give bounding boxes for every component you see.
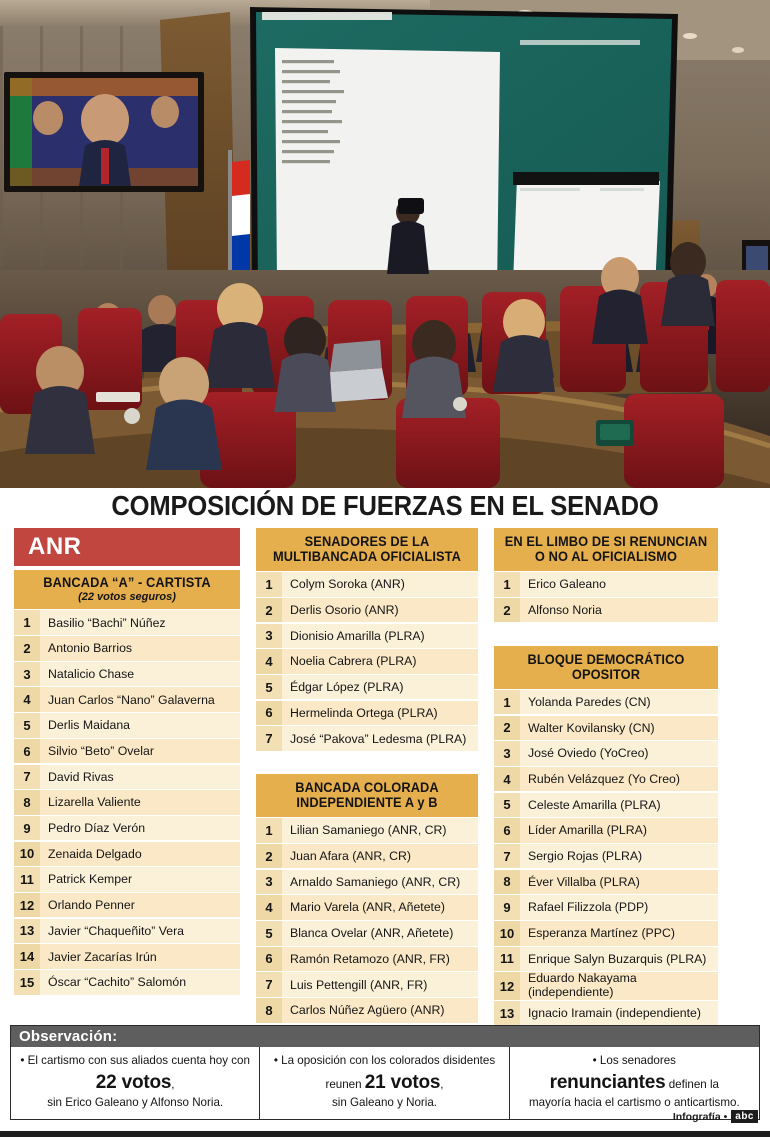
list-item-name: Celeste Amarilla (PLRA)	[520, 793, 718, 818]
list-item	[494, 1001, 718, 1026]
list-item-name: Esperanza Martínez (PPC)	[520, 921, 718, 946]
abc-logo: abc	[731, 1110, 758, 1123]
senate-session-photo	[0, 0, 770, 488]
list-item-name: Hermelinda Ortega (PLRA)	[282, 701, 478, 726]
limbo-list	[494, 572, 718, 623]
list-item-number: 3	[14, 662, 40, 687]
list-item	[256, 726, 478, 751]
list-item-name: Édgar López (PLRA)	[282, 675, 478, 700]
observacion-highlight: 22 votos	[95, 1071, 172, 1093]
list-item	[14, 919, 240, 944]
bancada-a-title: BANCADA “A” - CARTISTA	[43, 575, 211, 590]
list-item-number: 15	[14, 970, 40, 995]
list-item-number: 4	[256, 649, 282, 674]
list-item	[256, 921, 478, 946]
list-item	[14, 944, 240, 969]
list-item-number: 12	[494, 972, 520, 1000]
multibancada-title-line1: SENADORES DE LA	[304, 534, 430, 549]
list-item	[256, 624, 478, 649]
list-item-name: Luis Pettengill (ANR, FR)	[282, 972, 478, 997]
list-item-number: 7	[256, 972, 282, 997]
photo-illustration	[0, 0, 770, 488]
list-item	[256, 870, 478, 895]
list-item	[494, 870, 718, 895]
list-item	[494, 741, 718, 766]
list-item-name: Javier Zacarías Irún	[40, 944, 240, 969]
list-item-name: David Rivas	[40, 765, 240, 790]
list-item-number: 5	[256, 675, 282, 700]
anr-banner-label: ANR	[28, 533, 82, 560]
list-item-number: 2	[494, 598, 520, 623]
list-item-number: 11	[494, 947, 520, 972]
list-item-name: Líder Amarilla (PLRA)	[520, 818, 718, 843]
observacion-highlight: 21 votos	[364, 1071, 441, 1093]
list-item-number: 1	[494, 572, 520, 597]
list-item-name: Yolanda Paredes (CN)	[520, 690, 718, 715]
list-item-name: Ramón Retamozo (ANR, FR)	[282, 947, 478, 972]
observacion-highlight: renunciantes	[549, 1071, 666, 1093]
list-item	[494, 793, 718, 818]
list-item	[14, 867, 240, 892]
list-item-name: Derlis Osorio (ANR)	[282, 598, 478, 623]
list-item-name: Antonio Barrios	[40, 636, 240, 661]
columns-container	[0, 528, 770, 1027]
list-item-number: 9	[494, 895, 520, 920]
list-item-number: 9	[14, 816, 40, 841]
list-item-name: Rubén Velázquez (Yo Creo)	[520, 767, 718, 792]
limbo-header	[494, 528, 718, 571]
list-item	[494, 767, 718, 792]
list-item	[14, 739, 240, 764]
list-item-number: 6	[494, 818, 520, 843]
list-item	[256, 675, 478, 700]
list-item-number: 7	[494, 844, 520, 869]
list-item-name: Pedro Díaz Verón	[40, 816, 240, 841]
observacion-line-2	[268, 1070, 500, 1096]
list-item-name: Orlando Penner	[40, 893, 240, 918]
list-item	[14, 610, 240, 635]
bancada-a-subtitle: (22 votos seguros)	[78, 591, 176, 604]
list-item	[256, 598, 478, 623]
list-item-name: Colym Soroka (ANR)	[282, 572, 478, 597]
list-item-number: 3	[494, 741, 520, 766]
list-item	[14, 765, 240, 790]
list-item	[256, 818, 478, 843]
limbo-title-line2: O NO AL OFICIALISMO	[534, 549, 678, 565]
observacion-suffix: ,	[440, 1077, 444, 1091]
list-item	[256, 701, 478, 726]
list-item-number: 10	[14, 842, 40, 867]
list-item-name: José Oviedo (YoCreo)	[520, 741, 718, 766]
list-item	[14, 842, 240, 867]
list-item-number: 3	[256, 624, 282, 649]
list-item-number: 7	[256, 726, 282, 751]
limbo-title-line1: EN EL LIMBO DE SI RENUNCIAN	[504, 534, 708, 549]
list-item	[256, 844, 478, 869]
list-item-name: Silvio “Beto” Ovelar	[40, 739, 240, 764]
list-item-number: 2	[14, 636, 40, 661]
bancada-a-list	[14, 610, 240, 995]
list-item	[256, 947, 478, 972]
list-item	[256, 895, 478, 920]
list-item	[494, 572, 718, 597]
bottom-rule	[0, 1131, 770, 1137]
observacion-line-3: mayoría hacia el cartismo o anticartismo.	[528, 1096, 740, 1110]
list-item-number: 13	[14, 919, 40, 944]
spacer	[256, 752, 478, 774]
observacion-cell	[260, 1047, 509, 1119]
list-item-number: 5	[14, 713, 40, 738]
list-item-name: Dionisio Amarilla (PLRA)	[282, 624, 478, 649]
list-item-name: Carlos Núñez Agüero (ANR)	[282, 998, 478, 1023]
observacion-line-3: sin Galeano y Noria.	[331, 1096, 438, 1110]
list-item-number: 8	[494, 870, 520, 895]
list-item-number: 2	[256, 844, 282, 869]
list-item	[494, 818, 718, 843]
list-item-name: Erico Galeano	[520, 572, 718, 597]
list-item-name: Javier “Chaqueñito” Vera	[40, 919, 240, 944]
list-item-number: 3	[256, 870, 282, 895]
observacion-prefix: reunen	[325, 1077, 365, 1091]
list-item-name: Juan Carlos “Nano” Galaverna	[40, 687, 240, 712]
list-item-name: Blanca Ovelar (ANR, Añetete)	[282, 921, 478, 946]
list-item-name: Rafael Filizzola (PDP)	[520, 895, 718, 920]
list-item-name: Walter Kovilansky (CN)	[520, 716, 718, 741]
observacion-panel	[10, 1025, 760, 1120]
observacion-suffix: ,	[171, 1077, 175, 1091]
list-item-number: 13	[494, 1001, 520, 1026]
list-item-name: Óscar “Cachito” Salomón	[40, 970, 240, 995]
list-item	[256, 998, 478, 1023]
observacion-heading: Observación:	[19, 1028, 118, 1045]
list-item-name: Eduardo Nakayama (independiente)	[520, 972, 718, 1000]
observacion-line-2	[518, 1070, 751, 1096]
list-item-number: 10	[494, 921, 520, 946]
observacion-line-1: • La oposición con los colorados disidentes	[273, 1054, 496, 1067]
bancada-colorada-title-line1: BANCADA COLORADA	[295, 780, 439, 796]
observacion-body	[11, 1047, 759, 1119]
list-item-number: 5	[494, 793, 520, 818]
bloque-democratico-header	[494, 646, 718, 689]
list-item-name: José “Pakova” Ledesma (PLRA)	[282, 726, 478, 751]
list-item-number: 14	[14, 944, 40, 969]
list-item	[256, 972, 478, 997]
list-item-number: 1	[494, 690, 520, 715]
list-item	[14, 713, 240, 738]
list-item	[494, 947, 718, 972]
bancada-colorada-list	[256, 818, 478, 1024]
list-item-number: 8	[256, 998, 282, 1023]
list-item-name: Mario Varela (ANR, Añetete)	[282, 895, 478, 920]
list-item-number: 8	[14, 790, 40, 815]
list-item-number: 4	[14, 687, 40, 712]
observacion-line-1: • Los senadores	[592, 1054, 676, 1067]
list-item-number: 1	[256, 572, 282, 597]
list-item-name: Éver Villalba (PLRA)	[520, 870, 718, 895]
multibancada-title-line2: MULTIBANCADA OFICIALISTA	[273, 549, 461, 565]
column-limbo-oposicion	[494, 528, 718, 1027]
bloque-democratico-title-line1: BLOQUE DEMOCRÁTICO	[527, 651, 685, 667]
list-item	[14, 970, 240, 995]
list-item	[14, 893, 240, 918]
list-item-number: 4	[494, 767, 520, 792]
list-item-name: Derlis Maidana	[40, 713, 240, 738]
list-item	[14, 636, 240, 661]
list-item-name: Basilio “Bachi” Núñez	[40, 610, 240, 635]
list-item-name: Noelia Cabrera (PLRA)	[282, 649, 478, 674]
list-item-name: Arnaldo Samaniego (ANR, CR)	[282, 870, 478, 895]
list-item	[256, 649, 478, 674]
observacion-cell	[11, 1047, 260, 1119]
list-item-number: 1	[14, 610, 40, 635]
list-item-name: Patrick Kemper	[40, 867, 240, 892]
list-item	[14, 790, 240, 815]
bancada-colorada-title-line2: INDEPENDIENTE A y B	[296, 795, 438, 811]
list-item	[256, 572, 478, 597]
anr-banner	[14, 528, 240, 566]
list-item	[494, 921, 718, 946]
bloque-democratico-title-line2: OPOSITOR	[571, 666, 641, 682]
list-item-name: Juan Afara (ANR, CR)	[282, 844, 478, 869]
list-item-number: 4	[256, 895, 282, 920]
list-item-name: Lilian Samaniego (ANR, CR)	[282, 818, 478, 843]
list-item-name: Sergio Rojas (PLRA)	[520, 844, 718, 869]
list-item-number: 6	[256, 947, 282, 972]
list-item	[14, 816, 240, 841]
page-title-bar	[0, 488, 770, 528]
list-item-number: 7	[14, 765, 40, 790]
bancada-colorada-header	[256, 774, 478, 817]
list-item	[494, 716, 718, 741]
list-item-number: 11	[14, 867, 40, 892]
bancada-a-header	[14, 570, 240, 609]
observacion-line-2	[19, 1070, 251, 1096]
list-item	[494, 690, 718, 715]
list-item-number: 2	[494, 716, 520, 741]
list-item	[14, 687, 240, 712]
multibancada-header	[256, 528, 478, 571]
observacion-line-3: sin Erico Galeano y Alfonso Noria.	[47, 1096, 224, 1110]
credit-line	[673, 1110, 758, 1123]
list-item-number: 2	[256, 598, 282, 623]
observacion-cell	[510, 1047, 759, 1119]
page-title: COMPOSICIÓN DE FUERZAS EN EL SENADO	[111, 490, 659, 521]
list-item-number: 6	[256, 701, 282, 726]
list-item-number: 1	[256, 818, 282, 843]
list-item-name: Alfonso Noria	[520, 598, 718, 623]
list-item-number: 5	[256, 921, 282, 946]
list-item-name: Lizarella Valiente	[40, 790, 240, 815]
column-multibancada	[256, 528, 478, 1024]
observacion-suffix: definen la	[665, 1077, 719, 1091]
observacion-line-1: • El cartismo con sus aliados cuenta hoy con	[20, 1054, 250, 1067]
list-item	[494, 972, 718, 1000]
observacion-header	[11, 1026, 759, 1047]
multibancada-list	[256, 572, 478, 752]
list-item-number: 12	[14, 893, 40, 918]
list-item-name: Natalicio Chase	[40, 662, 240, 687]
list-item-name: Zenaida Delgado	[40, 842, 240, 867]
list-item	[14, 662, 240, 687]
list-item-name: Enrique Salyn Buzarquis (PLRA)	[520, 947, 718, 972]
list-item	[494, 895, 718, 920]
list-item	[494, 598, 718, 623]
list-item-number: 6	[14, 739, 40, 764]
list-item-name: Ignacio Iramain (independiente)	[520, 1001, 718, 1026]
column-anr	[14, 528, 240, 996]
credit-text: Infografía •	[672, 1110, 728, 1123]
spacer	[494, 624, 718, 646]
bloque-democratico-list	[494, 690, 718, 1027]
list-item	[494, 844, 718, 869]
